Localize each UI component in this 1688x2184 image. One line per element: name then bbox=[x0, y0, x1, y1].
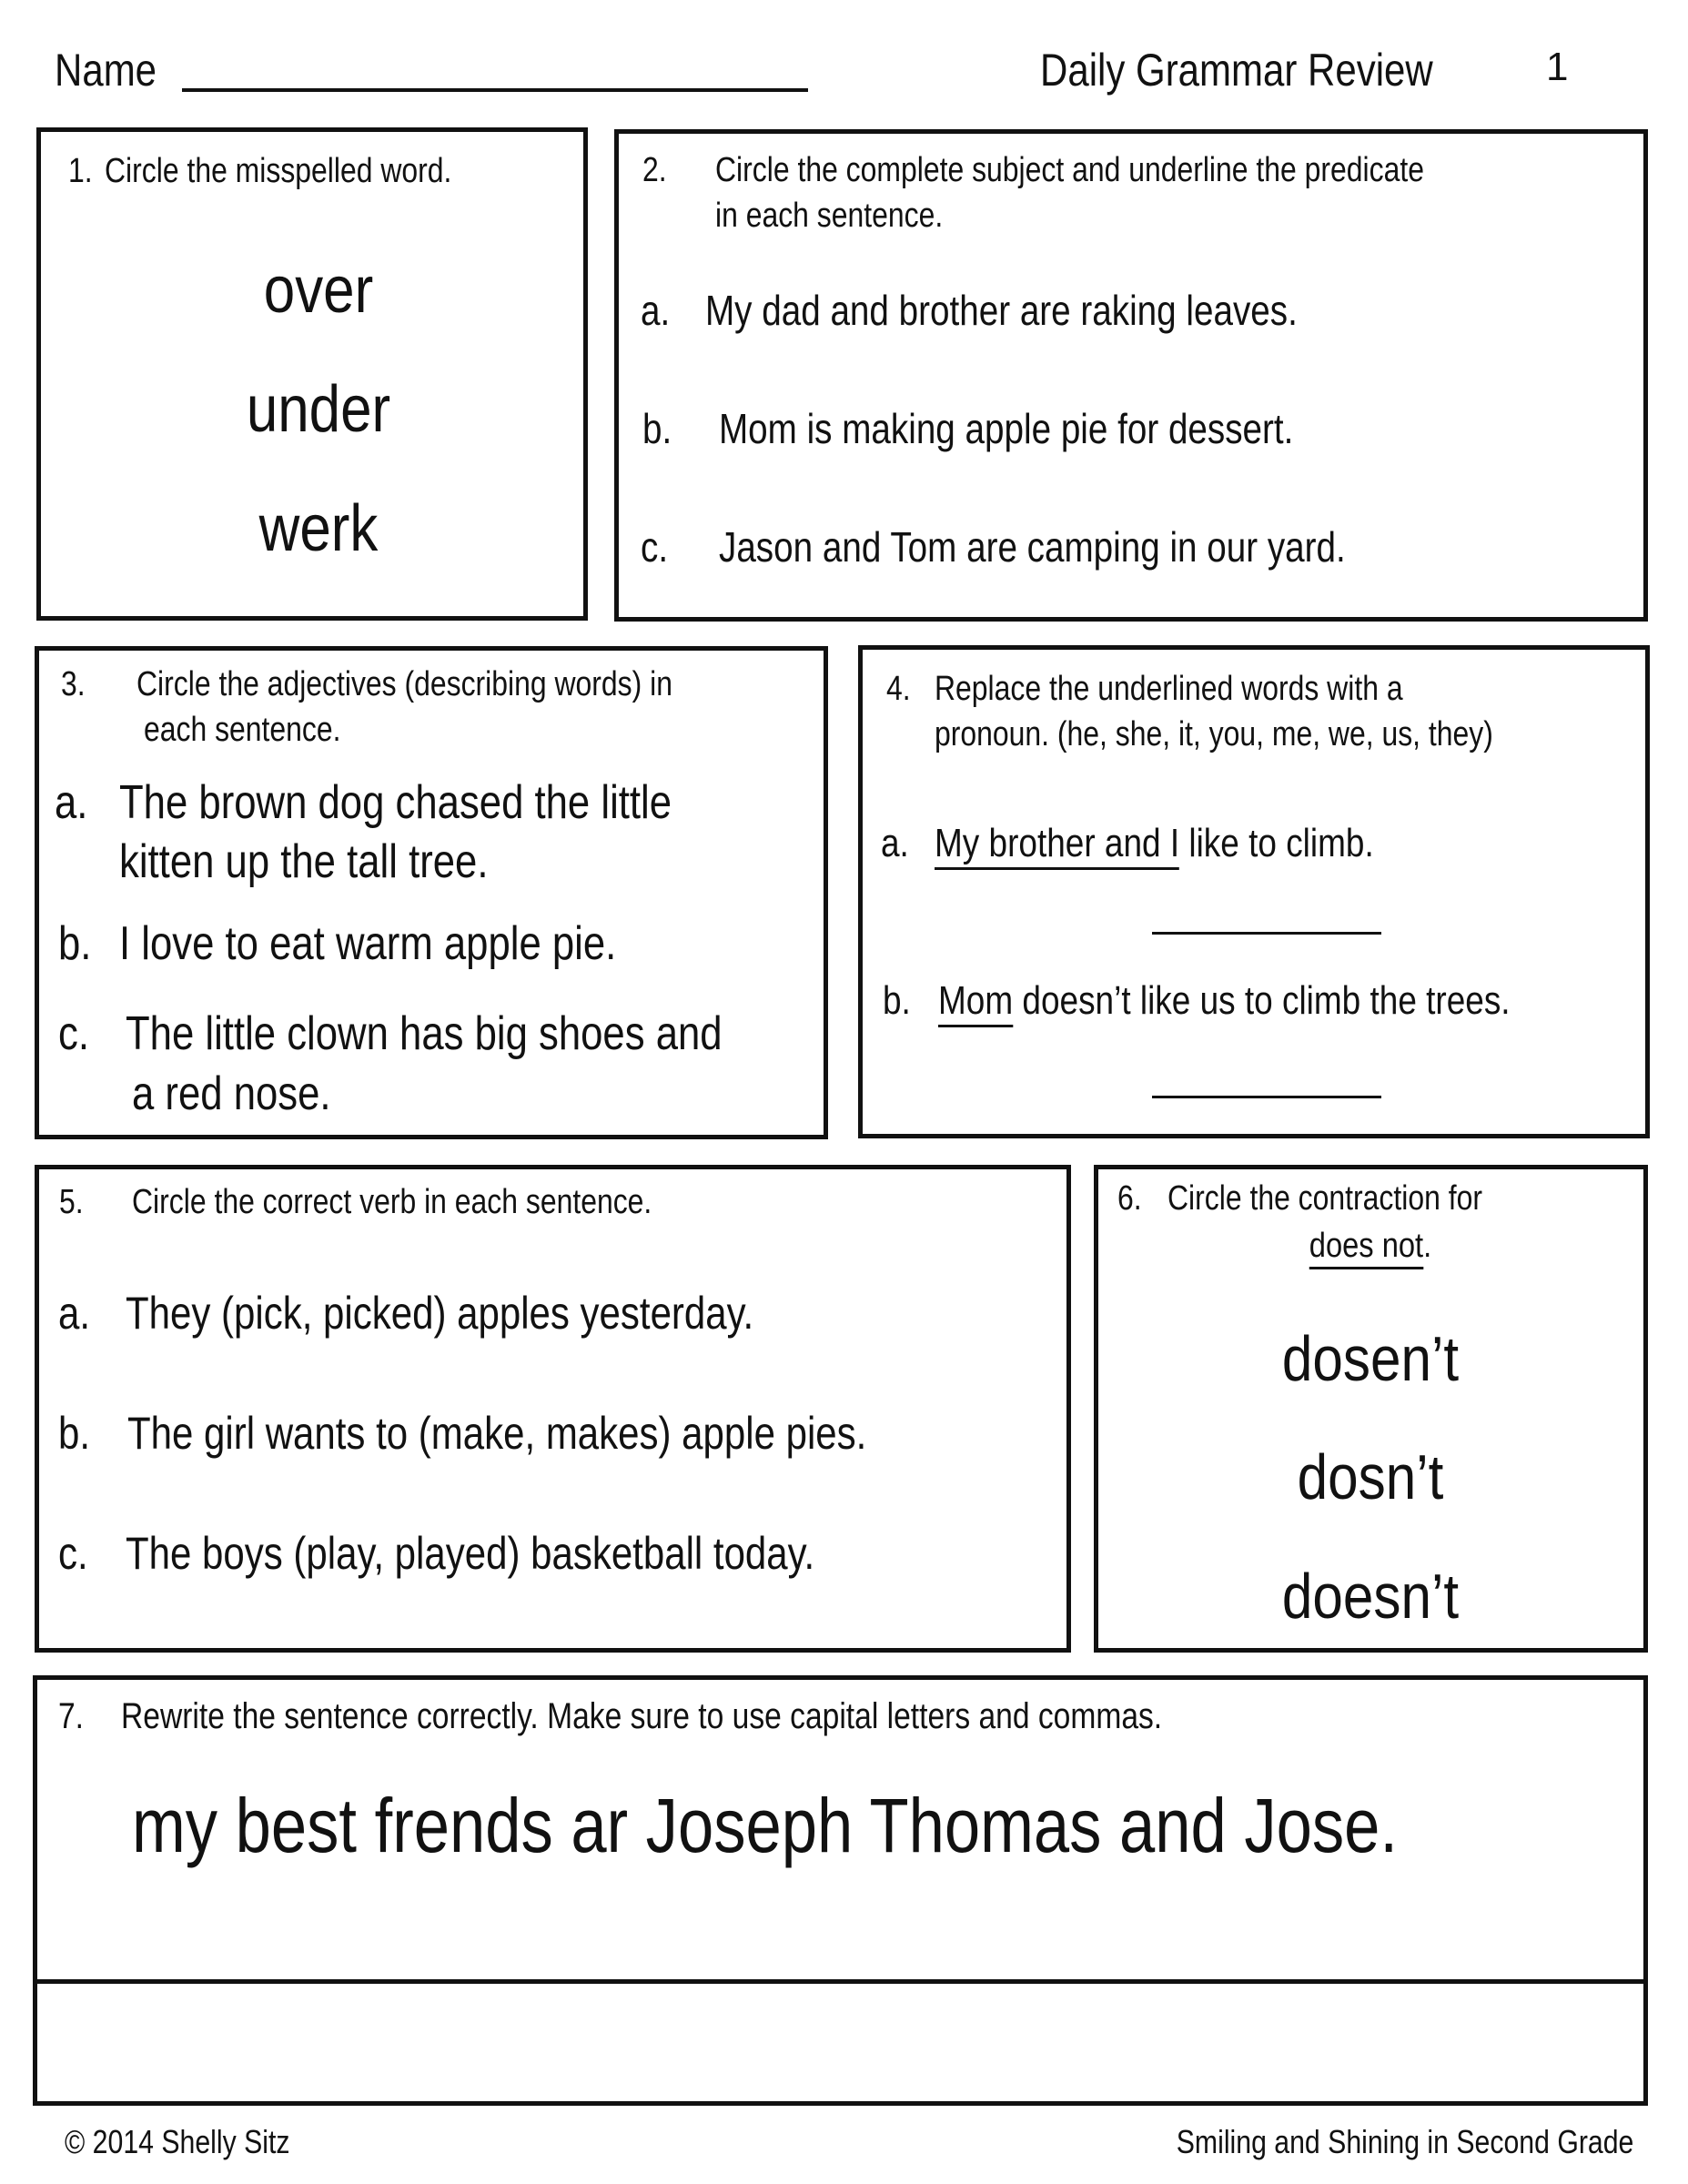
q1-instruction: Circle the misspelled word. bbox=[105, 152, 452, 190]
q7-number: 7. bbox=[58, 1696, 85, 1736]
q3-sentence-c-line2[interactable]: a red nose. bbox=[132, 1067, 331, 1120]
q2-number: 2. bbox=[642, 151, 667, 189]
review-number: 1 bbox=[1546, 45, 1569, 89]
q4-instruction-line1: Replace the underlined words with a bbox=[935, 670, 1403, 708]
q3-label-b: b. bbox=[58, 917, 92, 970]
q1-word-option[interactable]: under bbox=[246, 373, 391, 446]
q3-sentence-c-line1[interactable]: The little clown has big shoes and bbox=[126, 1007, 723, 1060]
q4-answer-line-a[interactable] bbox=[1152, 932, 1381, 935]
q6-word-option[interactable]: dosen’t bbox=[1281, 1323, 1460, 1394]
q4-sentence-b-rest: doesn’t like us to climb the trees. bbox=[1013, 978, 1511, 1023]
q2-label-b: b. bbox=[642, 405, 672, 452]
q5-label-a: a. bbox=[58, 1288, 91, 1339]
q3-sentence-b[interactable]: I love to eat warm apple pie. bbox=[119, 917, 617, 970]
q4-label-b: b. bbox=[883, 978, 911, 1023]
q5-sentence-a[interactable]: They (pick, picked) apples yesterday. bbox=[126, 1288, 754, 1339]
name-label: Name bbox=[55, 45, 157, 96]
q2-sentence-b[interactable]: Mom is making apple pie for dessert. bbox=[719, 405, 1294, 452]
q6-target-phrase bbox=[1309, 1228, 1431, 1263]
q5-number: 5. bbox=[59, 1183, 84, 1221]
q3-label-c: c. bbox=[58, 1007, 89, 1060]
q7-instruction: Rewrite the sentence correctly. Make sure to use capital letters and commas. bbox=[121, 1696, 1163, 1736]
q5-label-b: b. bbox=[58, 1408, 91, 1459]
q2-instruction-line2: in each sentence. bbox=[715, 197, 944, 235]
q4-underlined-words-a: My brother and I bbox=[935, 821, 1179, 870]
q4-underlined-words-b: Mom bbox=[938, 978, 1013, 1027]
q3-instruction-line1: Circle the adjectives (describing words) in bbox=[136, 665, 672, 703]
q1-word-option[interactable]: werk bbox=[258, 492, 379, 565]
q2-sentence-c[interactable]: Jason and Tom are camping in our yard. bbox=[719, 523, 1346, 571]
q4-number: 4. bbox=[886, 670, 911, 708]
q4-answer-line-b[interactable] bbox=[1152, 1096, 1381, 1098]
q6-target-period: . bbox=[1423, 1227, 1432, 1265]
footer-brand: Smiling and Shining in Second Grade bbox=[1176, 2123, 1633, 2160]
q4-instruction-line2: pronoun. (he, she, it, you, me, we, us, they) bbox=[935, 715, 1493, 753]
q4-sentence-b bbox=[938, 978, 1511, 1023]
q5-sentence-b[interactable]: The girl wants to (make, makes) apple pies. bbox=[127, 1408, 867, 1459]
q4-sentence-a-rest: like to climb. bbox=[1179, 821, 1374, 865]
q1-number: 1. bbox=[68, 152, 93, 190]
q1-word-option[interactable]: over bbox=[263, 254, 374, 327]
worksheet-title: Daily Grammar Review bbox=[1040, 45, 1433, 96]
q2-instruction-line1: Circle the complete subject and underline the predicate bbox=[715, 151, 1424, 189]
q2-sentence-a[interactable]: My dad and brother are raking leaves. bbox=[705, 287, 1298, 334]
q4-sentence-a bbox=[935, 821, 1374, 865]
q5-instruction: Circle the correct verb in each sentence. bbox=[132, 1183, 652, 1221]
q6-target-underlined: does not bbox=[1309, 1227, 1423, 1269]
q5-label-c: c. bbox=[58, 1528, 88, 1579]
q2-label-c: c. bbox=[641, 523, 669, 571]
name-field-line[interactable] bbox=[182, 88, 808, 92]
q7-answer-area[interactable] bbox=[37, 1984, 1643, 2101]
q5-sentence-c[interactable]: The boys (play, played) basketball today. bbox=[126, 1528, 815, 1579]
footer-copyright: © 2014 Shelly Sitz bbox=[65, 2123, 290, 2160]
q2-label-a: a. bbox=[641, 287, 671, 334]
q3-instruction-line2: each sentence. bbox=[144, 711, 341, 749]
q6-instruction: Circle the contraction for bbox=[1167, 1179, 1482, 1218]
q6-word-option[interactable]: doesn’t bbox=[1281, 1561, 1460, 1632]
q3-sentence-a-line1[interactable]: The brown dog chased the little bbox=[119, 776, 672, 829]
q7-sentence-to-correct: my best frends ar Joseph Thomas and Jose. bbox=[132, 1783, 1399, 1868]
q6-number: 6. bbox=[1117, 1179, 1142, 1218]
q3-label-a: a. bbox=[55, 776, 88, 829]
q6-word-option[interactable]: dosn’t bbox=[1297, 1441, 1444, 1512]
q3-number: 3. bbox=[61, 665, 86, 703]
q4-label-a: a. bbox=[881, 821, 909, 865]
q3-sentence-a-line2[interactable]: kitten up the tall tree. bbox=[119, 835, 489, 888]
